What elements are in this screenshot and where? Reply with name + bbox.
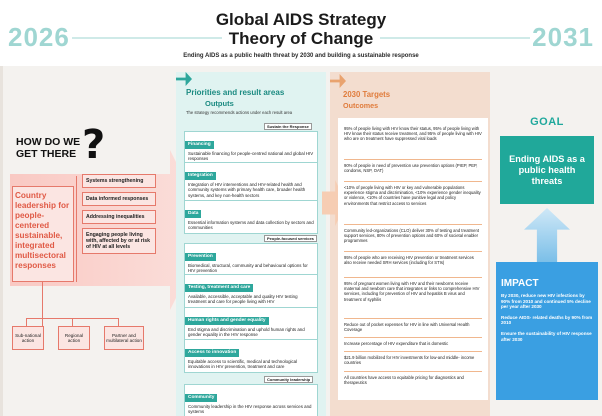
goal-box: Ending AIDS as a public health threats [500, 136, 594, 204]
lever-engaging-people: Engaging people living with, affected by or at risk of HIV at all levels [82, 228, 156, 254]
target-separator [344, 318, 482, 319]
target-item: All countries have access to equitable pricing for diagnostics and therapeutics [344, 375, 464, 386]
card-integration [184, 162, 318, 201]
outputs-note: The strategy recommends actions under each result area [186, 110, 293, 115]
card-title: Testing, treatment and care [185, 284, 253, 292]
card-title: Prevention [185, 253, 216, 261]
page-title [0, 10, 602, 48]
card-title: Data [185, 210, 201, 218]
target-item: 95% of pregnant women living with HIV and their newborns receive maternal and newborn care that integrates or links to comprehensive HIV services, including for prevention of HIV and hepatitis B virus and treatment of syphilis [344, 281, 480, 302]
card-title: Financing [185, 141, 214, 149]
goal-label: GOAL [530, 116, 564, 128]
how-question [16, 136, 80, 160]
how-line-1: HOW DO WE [16, 136, 81, 148]
page-subtitle: Ending AIDS as a public health threat by 2030 and building a sustainable response [183, 53, 419, 59]
outputs-title: Priorities and result areas [186, 88, 285, 97]
card-body: Equitable access to scientific, medical and technological innovations in HIV prevention, treatment and care [188, 359, 298, 370]
target-item: Reduce out of pocket expenses for HIV in line with Universal Health Coverage [344, 322, 470, 333]
title-line-2: Theory of Change [228, 29, 374, 48]
impact-title: IMPACT [501, 278, 539, 289]
action-regional: Regional action [58, 326, 90, 350]
action-partner-multilateral: Partner and multilateral action [104, 326, 144, 350]
leadership-text: Country leadership for people-centered sustainable, integrated multisectoral responses [15, 191, 70, 270]
card-body: Essential information systems and data collection by sectors and communities [188, 220, 314, 231]
card-human-rights [184, 307, 318, 341]
target-item: <10% of people living with HIV or key and vulnerable populations experience stigma and discrimination, <10% experience gender inequality or violence, <10% of countries have punitive legal and policy environments that restrict access to services [344, 185, 481, 206]
card-title: Human rights and gender equality [185, 317, 269, 325]
tag-people-focused: People-focused services [264, 235, 317, 242]
impact-line: Ensure the sustainability of HIV response after 2030 [501, 330, 592, 342]
target-separator [344, 251, 482, 252]
card-title: Access to innovation [185, 349, 239, 357]
target-separator [344, 351, 482, 352]
card-testing-treatment [184, 274, 318, 308]
card-financing [184, 131, 318, 165]
target-separator [344, 337, 482, 338]
impact-line: By 2030, reduce new HIV infections by 90% from 2010 and continued 5% decline per year after 2030 [501, 293, 591, 310]
tag-community-leadership: Community leadership [264, 376, 313, 383]
card-community [184, 384, 318, 416]
left-edge-strip [0, 66, 3, 416]
targets-title: 2030 Targets [343, 90, 391, 99]
lever-systems-strengthening: Systems strengthening [82, 174, 156, 188]
action-connector [26, 318, 27, 326]
title-line-1: Global AIDS Strategy [215, 10, 387, 29]
card-access-innovation [184, 339, 318, 373]
impact-box [496, 262, 598, 400]
card-data [184, 200, 318, 234]
target-separator [344, 181, 482, 182]
outputs-subtitle: Outputs [205, 99, 234, 108]
target-item: 95% of people living with HIV know their status, 95% of people living with HIV know their status receive treatment, and 95% of people living with HIV who are on treatment have suppressed viral loads [344, 126, 482, 142]
target-item: Community led-organizations (CLO) deliver 30% of testing and treatment support services, 80% of prevention options and 60% of societal enabler programmes [344, 228, 479, 244]
lever-addressing-inequalities: Addressing inequalities [82, 210, 156, 224]
target-item: 95% of people who are receiving HIV prevention or treatment services also receive needed SRH services (including for STIs) [344, 255, 474, 266]
lever-data-informed: Data informed responses [82, 192, 156, 206]
card-prevention [184, 243, 318, 277]
target-item: $21.9 billion mobilized for HIV investments for low-and middle- income countries [344, 355, 475, 366]
target-separator [344, 224, 482, 225]
how-line-2: GET THERE [16, 148, 77, 160]
card-title: Integration [185, 172, 216, 180]
action-connector [118, 318, 119, 326]
impact-line: Reduce AIDS- related deaths by 90% from 2010 [501, 314, 593, 326]
card-body: Sustainable financing for people-centred national and global HIV responses [188, 151, 314, 162]
card-body: Available, accessible, acceptable and quality HIV testing treatment and care for people living with HIV [188, 294, 298, 305]
question-mark-icon: ? [82, 122, 106, 168]
year-end: 2031 [532, 22, 594, 52]
tag-sustain-response: Sustain the Response [264, 123, 312, 130]
target-item: 90% of people in need of prevention use prevention options (PrEP, PEP, condoms, NSP, OAT) [344, 163, 478, 174]
card-body: End stigma and discrimination and uphold human rights and gender equality in the HIV response [188, 327, 305, 338]
card-body: Integration of HIV interventions and HIV-related health and community systems with primary health care, broader health systems, and key non-health sectors [188, 182, 306, 198]
action-connector [42, 282, 43, 326]
target-item: Increase percentage of HIV expenditure that is domestic [344, 341, 449, 346]
target-separator [344, 277, 482, 278]
card-body: Community leadership in the HIV response across services and systems [188, 404, 312, 415]
action-connector [72, 318, 73, 326]
year-start: 2026 [8, 22, 70, 52]
targets-subtitle: Outcomes [343, 101, 379, 110]
card-title: Community [185, 394, 217, 402]
target-separator [344, 371, 482, 372]
action-sub-national: Sub-national action [12, 326, 44, 350]
card-body: Biomedical, structural, community and behavioural options for HIV prevention [188, 263, 308, 274]
target-separator [344, 159, 482, 160]
